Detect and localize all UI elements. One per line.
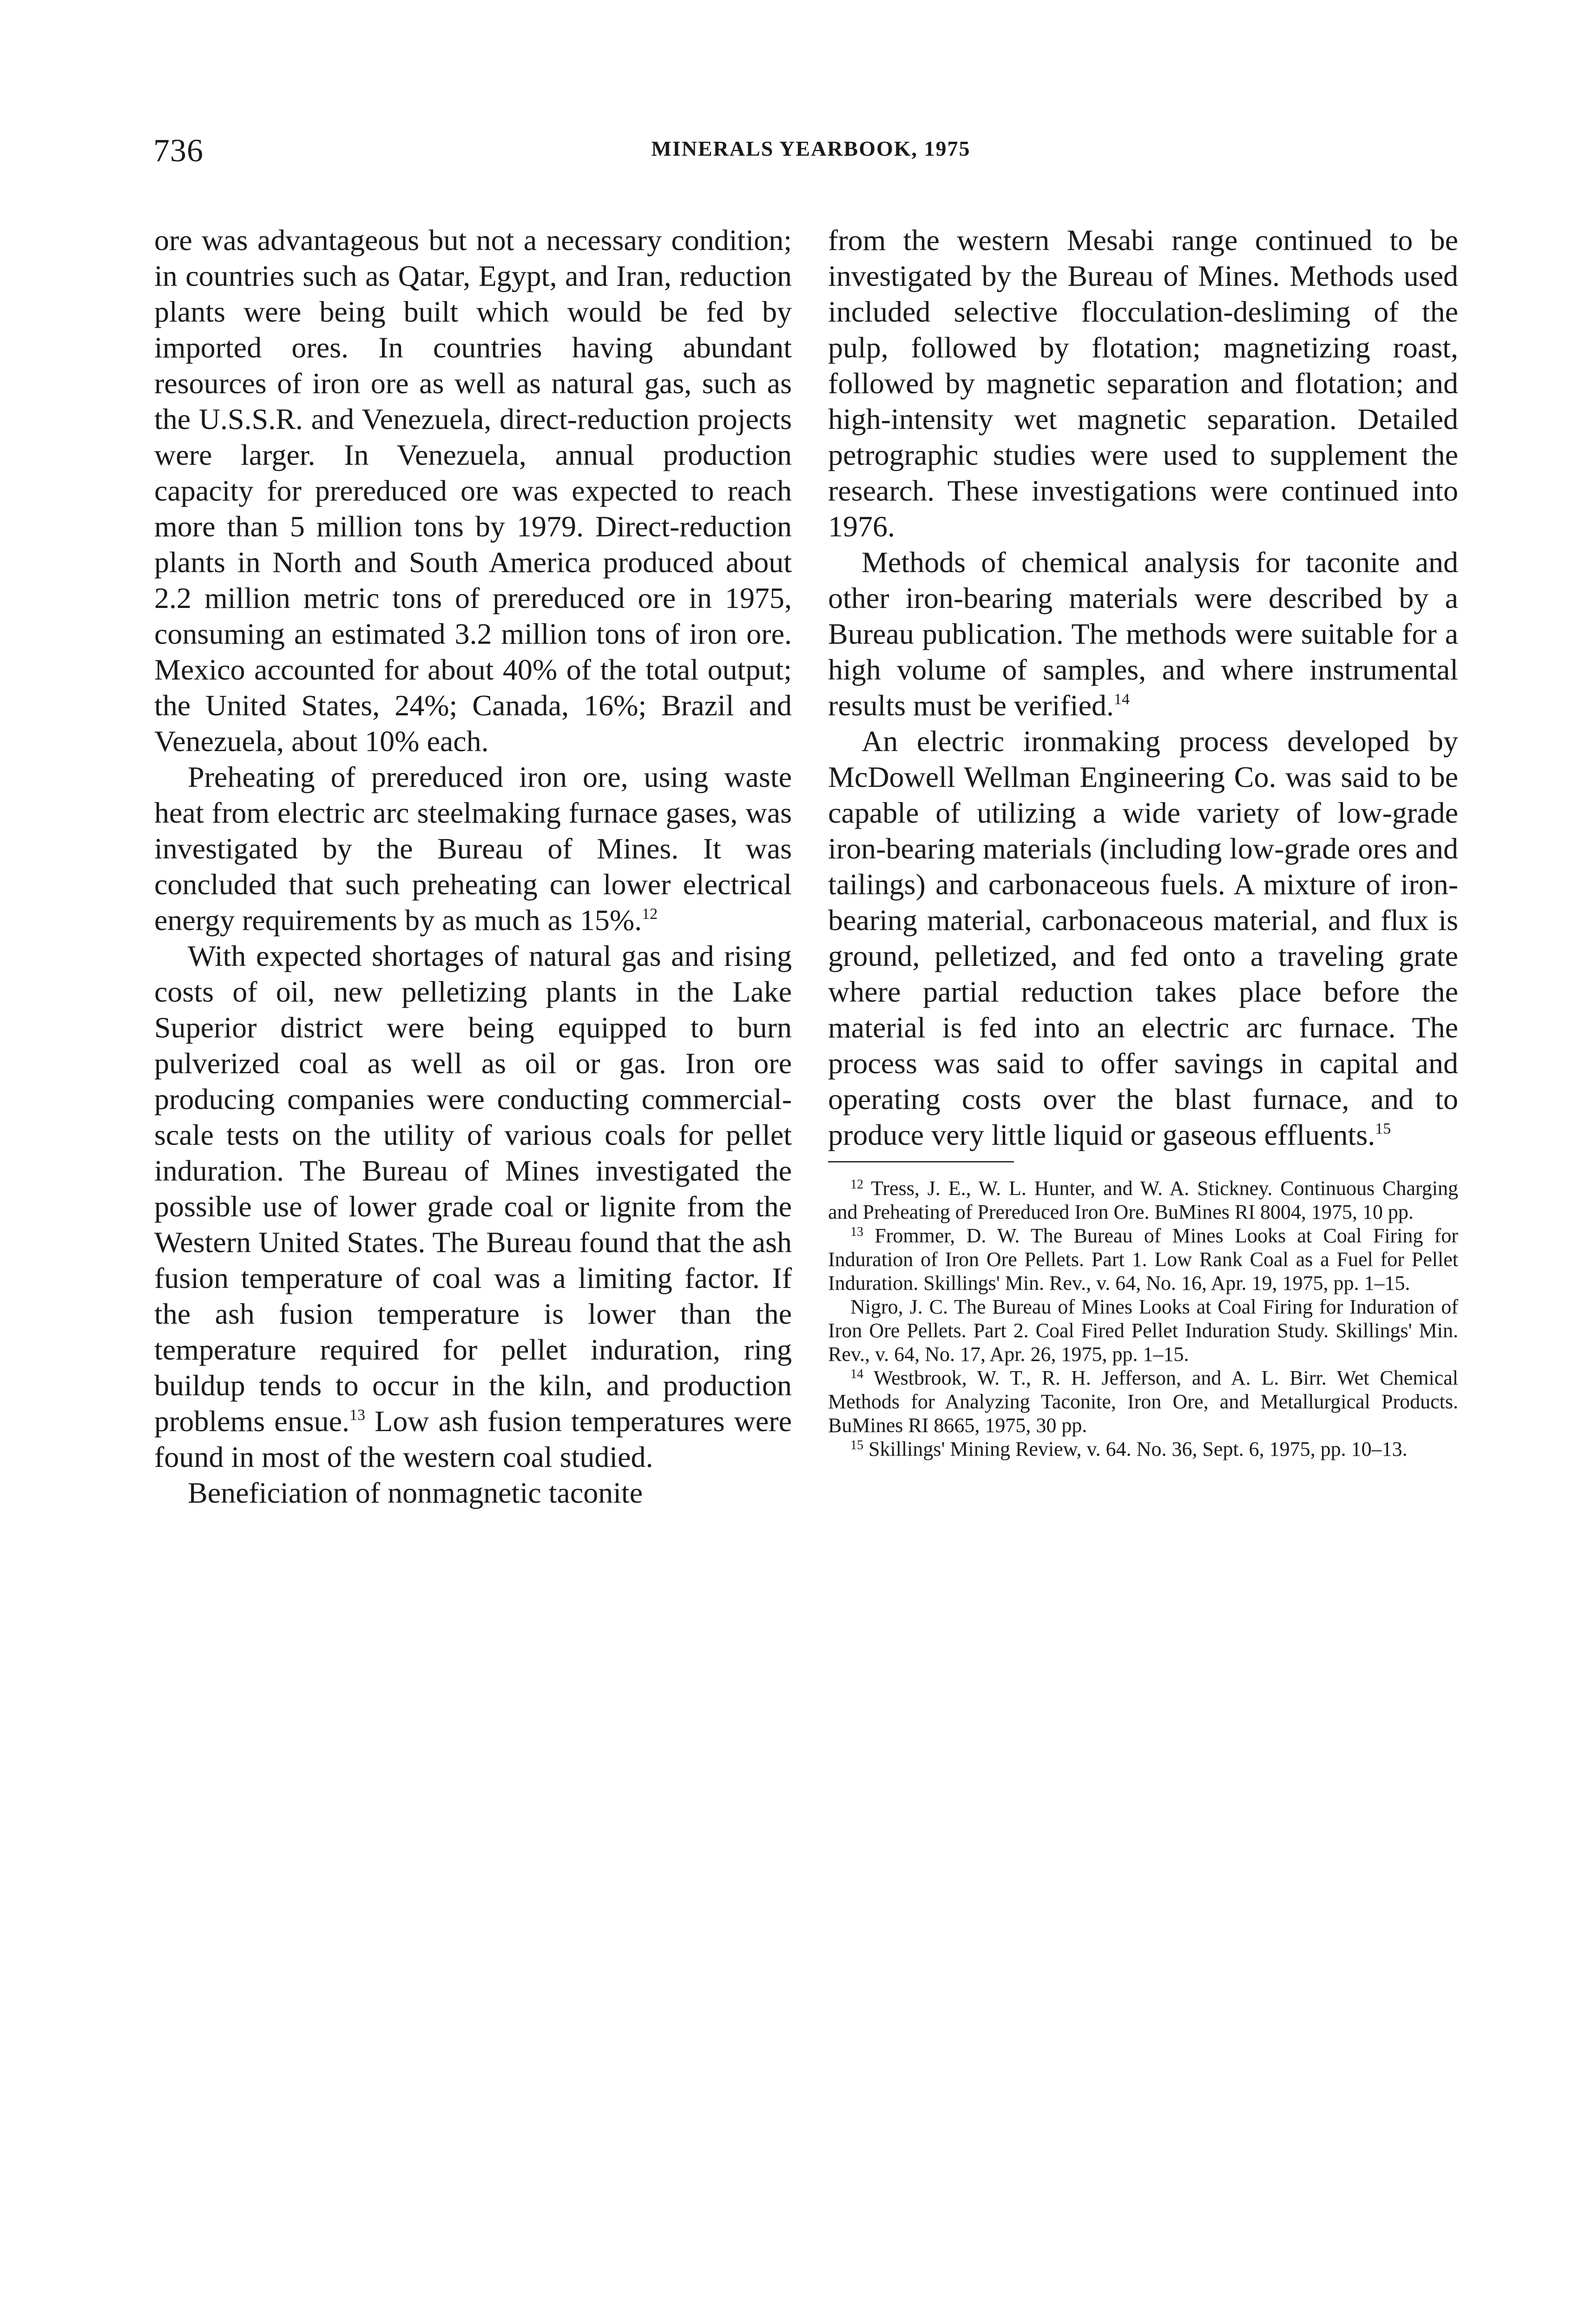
page-header: [153, 132, 1468, 170]
footnote: [828, 1295, 1458, 1366]
paragraph: [828, 723, 1458, 1153]
paragraph: [154, 938, 792, 1475]
paragraph-text: from the western Mesabi range continued to be investigated by the Bureau of Mines. Methods used included selective flocculation-desliming of the pulp, followed by flotation; magnetizing roast, followed by magnetic separation and flotation; and high-intensity wet magnetic separation. Detailed petrographic studies were used to supplement the research. These investigations were continued into 1976.: [828, 224, 1458, 543]
paragraph: [154, 222, 792, 759]
paragraph-text: Beneficiation of nonmagnetic taconite: [188, 1476, 643, 1509]
paragraph-text: ore was advantageous but not a necessary condition; in countries such as Qatar, Egypt, and Iran, reduction plants were being built which would be fed by imported ores. In countries having abundant resources of iron ore as well as natural gas, such as the U.S.S.R. and Venezuela, direct-reduction projects were larger. In Venezuela, annual production capacity for prereduced ore was expected to reach more than 5 million tons by 1979. Direct-reduction plants in North and South America produced about 2.2 million metric tons of prereduced ore in 1975, consuming an estimated 3.2 million tons of iron ore. Mexico accounted for about 40% of the total output; the United States, 24%; Canada, 16%; Brazil and Venezuela, about 10% each.: [154, 224, 792, 758]
footnote-mark: 12: [850, 1177, 863, 1192]
footnote-ref: 15: [1375, 1120, 1391, 1137]
footnote: [828, 1437, 1458, 1461]
footnotes: [828, 1176, 1458, 1461]
footnote-ref: 13: [349, 1406, 366, 1424]
paragraph: [828, 222, 1458, 544]
left-column: [154, 222, 792, 1511]
footnote-text: Westbrook, W. T., R. H. Jefferson, and A. L. Birr. Wet Chemical Methods for Analyzing Taconite, Iron Ore, and Metallurgical Products. BuMines RI 8665, 1975, 30 pp.: [828, 1367, 1458, 1437]
page-number: 736: [153, 133, 204, 169]
paragraph: [154, 1475, 792, 1511]
footnote-ref: 12: [642, 905, 658, 923]
footnote-mark: 14: [850, 1367, 863, 1381]
footnote-ref: 14: [1113, 691, 1130, 708]
footnote-text: Skillings' Mining Review, v. 64. No. 36, Sept. 6, 1975, pp. 10–13.: [863, 1438, 1408, 1460]
running-head: MINERALS YEARBOOK, 1975: [651, 137, 971, 160]
footnote-mark: 13: [850, 1225, 863, 1239]
footnote: [828, 1366, 1458, 1437]
footnote-text: Frommer, D. W. The Bureau of Mines Looks at Coal Firing for Induration of Iron Ore Pellets. Part 1. Low Rank Coal as a Fuel for Pellet Induration. Skillings' Min. Rev., v. 64, No. 16, Apr. 19, 1975, pp. 1–15.: [828, 1224, 1458, 1294]
paragraph-text: An electric ironmaking process developed by McDowell Wellman Engineering Co. was said to be capable of utilizing a wide variety of low-grade iron-bearing materials (including low-grade ores and tailings) and carbonaceous fuels. A mixture of iron-bearing material, carbonaceous material, and flux is ground, pelletized, and fed onto a traveling grate where partial reduction takes place before the material is fed into an electric arc furnace. The process was said to offer savings in capital and operating costs over the blast furnace, and to produce very little liquid or gaseous effluents.: [828, 725, 1458, 1151]
footnote-divider: [828, 1161, 1014, 1162]
paragraph: [828, 544, 1458, 723]
right-column: [828, 222, 1458, 1461]
footnote-mark: 15: [850, 1438, 863, 1452]
paragraph-text: With expected shortages of natural gas and rising costs of oil, new pelletizing plants in the Lake Superior district were being equipped to burn pulverized coal as well as oil or gas. Iron ore producing companies were conducting commercial-scale tests on the utility of various coals for pellet induration. The Bureau of Mines investigated the possible use of lower grade coal or lignite from the Western United States. The Bureau found that the ash fusion temperature of coal was a limiting factor. If the ash fusion temperature is lower than the temperature required for pellet induration, ring buildup tends to occur in the kiln, and production problems ensue.: [154, 939, 792, 1438]
paragraph: [154, 759, 792, 938]
paragraph-text: Methods of chemical analysis for taconite and other iron-bearing materials were described by a Bureau publication. The methods were suitable for a high volume of samples, and where instrumental results must be verified.: [828, 546, 1458, 722]
paragraph-text: Low ash fusion temperatures were found in most of the western coal studied.: [154, 1405, 792, 1473]
footnote-text: Tress, J. E., W. L. Hunter, and W. A. Stickney. Continuous Charging and Preheating of Prereduced Iron Ore. BuMines RI 8004, 1975, 10 pp.: [828, 1177, 1458, 1223]
footnote-text: Nigro, J. C. The Bureau of Mines Looks at Coal Firing for Induration of Iron Ore Pellets. Part 2. Coal Fired Pellet Induration Study. Skillings' Min. Rev., v. 64, No. 17, Apr. 26, 1975, pp. 1–15.: [828, 1295, 1458, 1366]
footnote: [828, 1176, 1458, 1224]
footnote: [828, 1224, 1458, 1295]
paragraph-text: Preheating of prereduced iron ore, using waste heat from electric arc steelmaking furnace gases, was investigated by the Bureau of Mines. It was concluded that such preheating can lower electrical energy requirements by as much as 15%.: [154, 760, 792, 937]
